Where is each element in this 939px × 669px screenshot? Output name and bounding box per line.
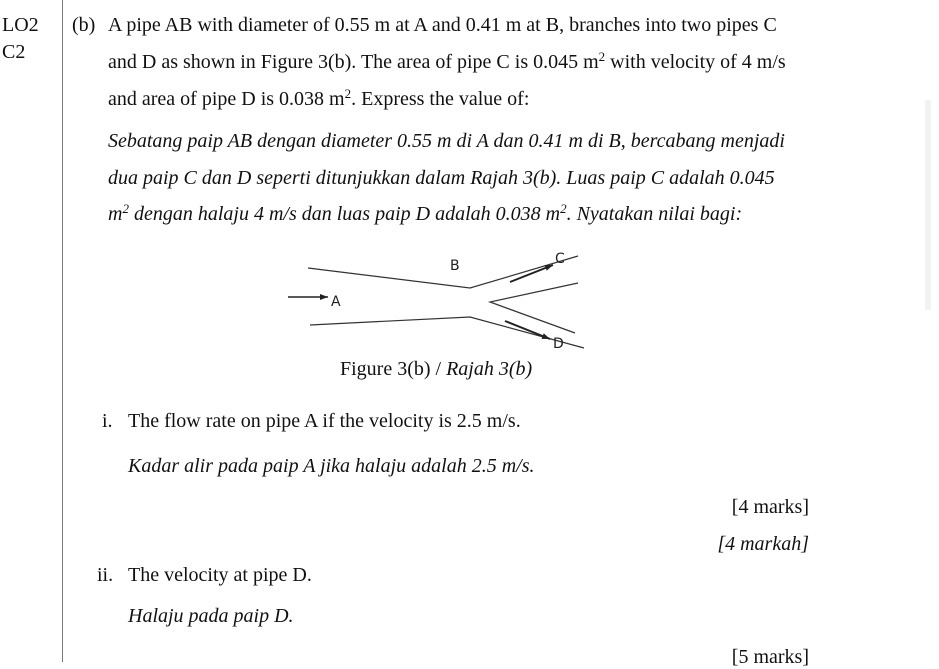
question-text-ms-line2: dua paip C dan D seperti ditunjukkan dalam Rajah 3(b). Luas paip C adalah 0.045 [108, 167, 775, 189]
part-ii-number: ii. [97, 564, 114, 586]
part-i-text-ms: Kadar alir pada paip A jika halaju adalah 2.5 m/s. [128, 455, 535, 477]
cognitive-level-label: C2 [2, 41, 26, 63]
part-ii-text-ms: Halaju pada paip D. [128, 605, 294, 627]
label-c: C [555, 251, 565, 267]
part-i-text-en: The flow rate on pipe A if the velocity is 2.5 m/s. [128, 410, 521, 432]
part-ii-text-en: The velocity at pipe D. [128, 564, 312, 586]
label-b: B [450, 258, 460, 274]
flow-arrow-c [510, 265, 553, 282]
part-ii-marks-en: [5 marks] [731, 646, 809, 668]
figure-caption: Figure 3(b) / Rajah 3(b) [340, 358, 533, 380]
question-text-en-line2: and D as shown in Figure 3(b). The area of pipe C is 0.045 $m^2$ with velocity of 4 m/s [108, 49, 786, 73]
part-i-marks-ms: [4 markah] [717, 533, 809, 555]
flow-arrow-d [505, 321, 550, 339]
learning-outcome-label: LO2 [2, 14, 39, 36]
question-text-ms-line3: $m^2$ dengan halaju 4 m/s dan luas paip D adalah 0.038 $m^2$. Nyatakan nilai bagi: [108, 201, 743, 225]
part-i-marks-en: [4 marks] [731, 496, 809, 518]
question-text-ms-line1: Sebatang paip AB dengan diameter 0.55 m di A dan 0.41 m di B, bercabang menjadi [108, 130, 785, 152]
question-text-en-line3: and area of pipe D is 0.038 $m^2$. Express the value of: [108, 86, 530, 110]
question-text-en-line1: A pipe AB with diameter of 0.55 m at A and 0.41 m at B, branches into two pipes C [108, 14, 777, 36]
label-a: A [331, 294, 341, 310]
label-d: D [553, 336, 564, 352]
part-i-number: i. [102, 410, 113, 432]
question-label: (b) [72, 14, 96, 36]
